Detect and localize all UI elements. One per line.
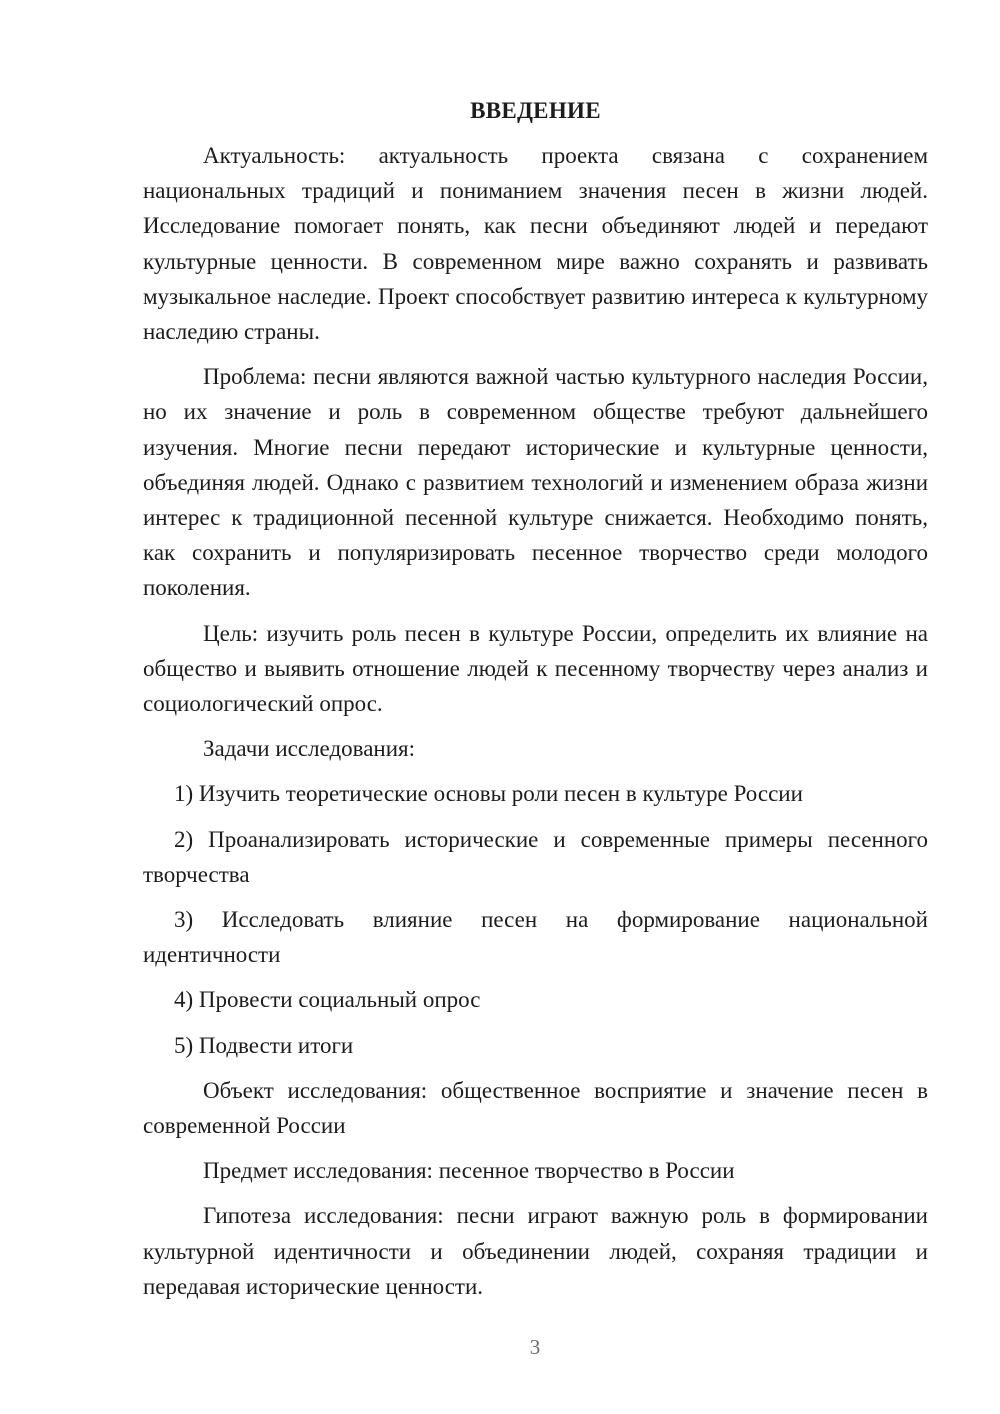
tasks-heading: Задачи исследования: [203,736,416,762]
task-item: 5) Подвести итоги [174,1032,354,1058]
task-item: 2) Проанализировать исторические и современные примеры песенного творчества [143,826,928,887]
goal-paragraph: Цель: изучить роль песен в культуре России, определить их влияние на общество и выявить отношение людей к песенному творчеству через анализ и социологический опрос. [143,620,928,717]
page-number: 3 [529,1335,541,1359]
task-item: 1) Изучить теоретические основы роли песен в культуре России [174,781,803,807]
document-page [143,96,928,1314]
hypothesis-paragraph: Гипотеза исследования: песни играют важную роль в формировании культурной идентичности и объединении людей, сохраняя традиции и передавая исторические ценности. [143,1203,928,1299]
research-object-paragraph: Объект исследования: общественное восприятие и значение песен в современной России [143,1077,928,1139]
problem-paragraph: Проблема: песни являются важной частью культурного наследия России, но их значение и роль в современном обществе требуют дальнейшего изучения. Многие песни передают исторические и культурные ценности, объединяя людей. Однако с развитием технологий и изменением образа жизни интерес к традиционной песенной культуре снижается. Необходимо понять, как сохранить и популяризировать песенное творчество среди молодого поколения. [143,364,928,601]
task-item: 3) Исследовать влияние песен на формирование национальной идентичности [143,907,928,968]
page-title: ВВЕДЕНИЕ [470,98,601,123]
task-item: 4) Провести социальный опрос [174,987,481,1013]
relevance-paragraph: Актуальность: актуальность проекта связана с сохранением национальных традиций и пониманием значения песен в жизни людей. Исследование помогает понять, как песни объединяют людей и передают культурные ценности. В современном мире важно сохранять и развивать музыкальное наследие. Проект способствует развитию интереса к культурному наследию страны. [143,143,928,345]
research-subject-paragraph: Предмет исследования: песенное творчество в России [203,1158,735,1184]
